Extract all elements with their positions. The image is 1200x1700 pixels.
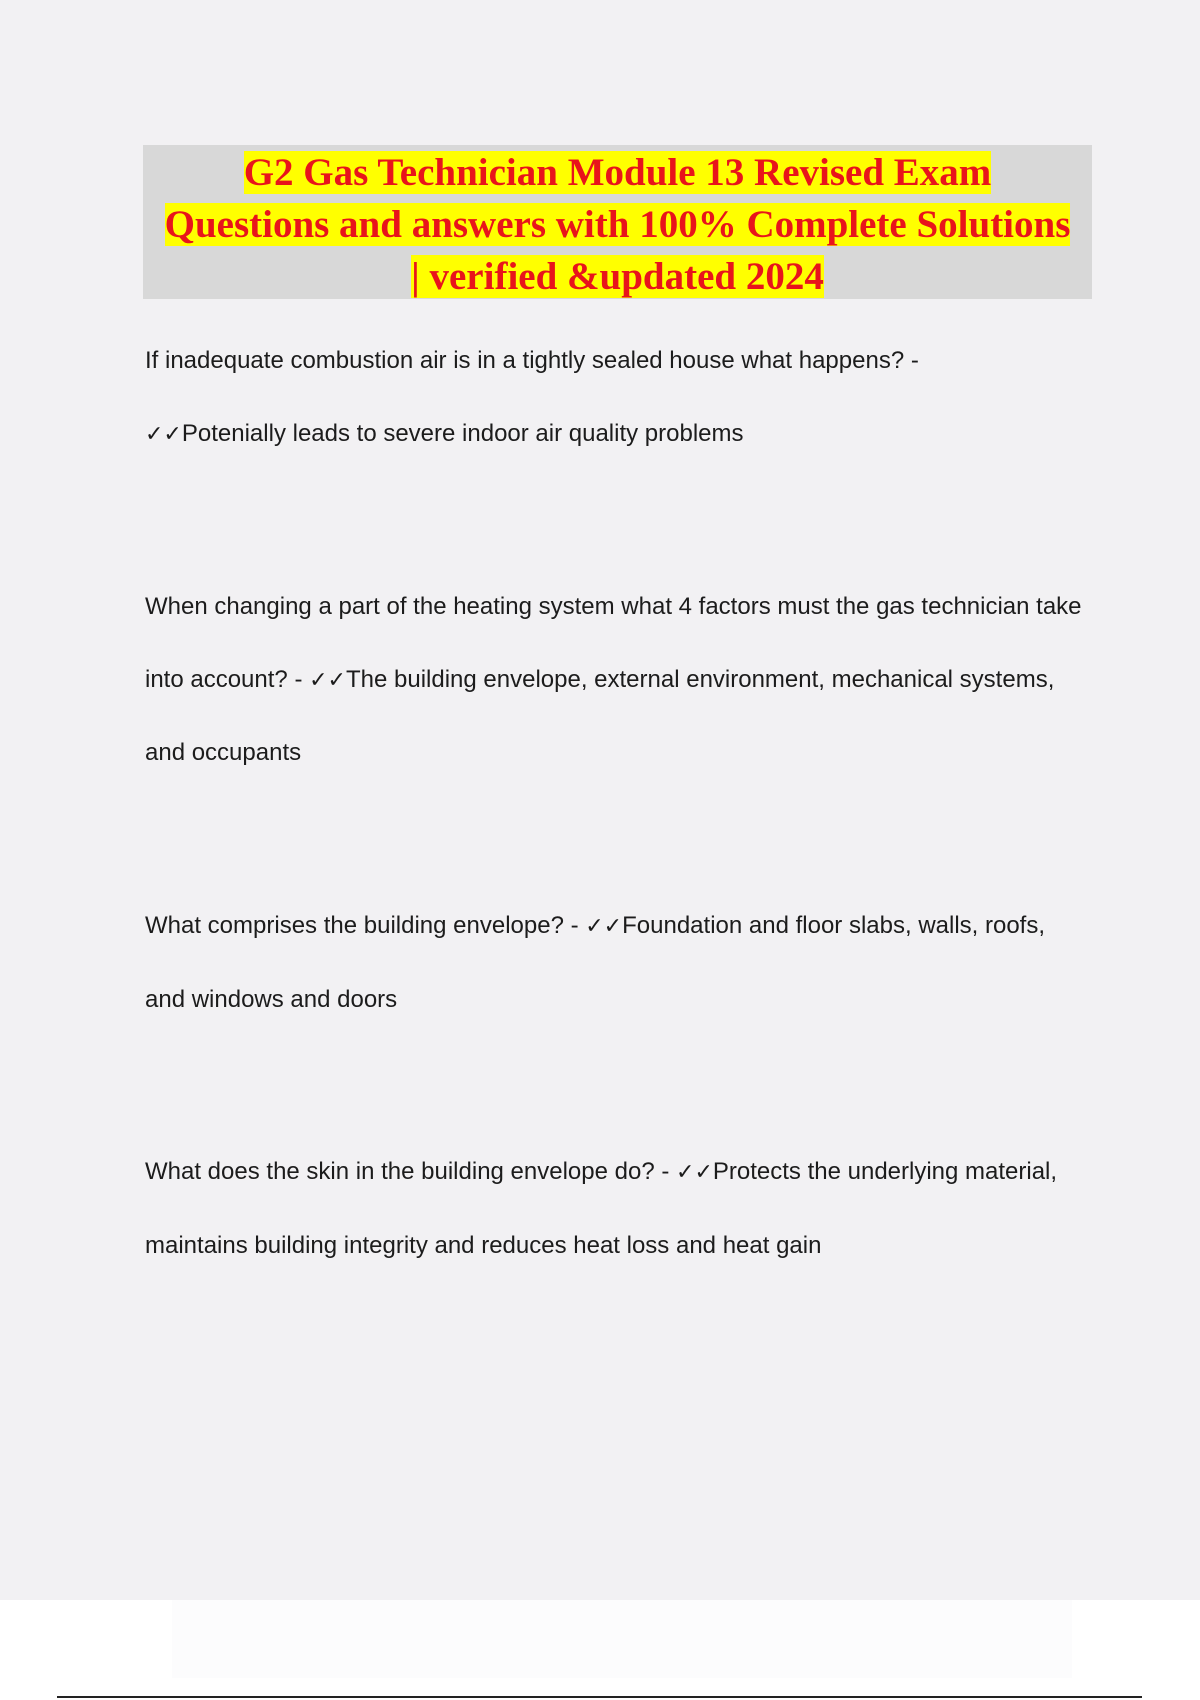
- question-text: What comprises the building envelope? -: [145, 912, 579, 939]
- page-footer: [0, 1600, 1200, 1700]
- question-text: If inadequate combustion air is in a tightly sealed house what happens? -: [145, 347, 919, 374]
- document-title-text: G2 Gas Technician Module 13 Revised Exam Questions and answers with 100% Complete Solutions | verified &updated 2024: [164, 151, 1071, 298]
- check-icon: ✓✓: [585, 914, 623, 939]
- answer-text: Foundation and floor slabs, walls, roofs, and windows and doors: [145, 912, 1046, 1013]
- document-title: [158, 145, 1078, 303]
- qa-item: [145, 1136, 1085, 1282]
- answer-text: Protects the underlying material, maintains building integrity and reduces heat loss and heat gain: [145, 1158, 1058, 1259]
- answer-text: Potenially leads to severe indoor air quality problems: [181, 419, 744, 447]
- question-text: What does the skin in the building envelope do? -: [145, 1158, 670, 1185]
- footer-divider: [57, 1696, 1142, 1698]
- footer-panel: [172, 1600, 1072, 1678]
- check-icon: ✓✓: [309, 667, 346, 693]
- qa-item: [145, 890, 1085, 1036]
- qa-item: [145, 325, 1085, 471]
- answer-text: The building envelope, external environment, mechanical systems, and occupants: [145, 665, 1055, 766]
- title-banner: [143, 145, 1092, 299]
- qa-item: [145, 571, 1085, 790]
- check-icon: ✓✓: [676, 1160, 713, 1185]
- question-text: When changing a part of the heating system what 4 factors must the gas technician take into account? -: [145, 593, 1082, 693]
- check-icon: ✓✓: [145, 421, 182, 447]
